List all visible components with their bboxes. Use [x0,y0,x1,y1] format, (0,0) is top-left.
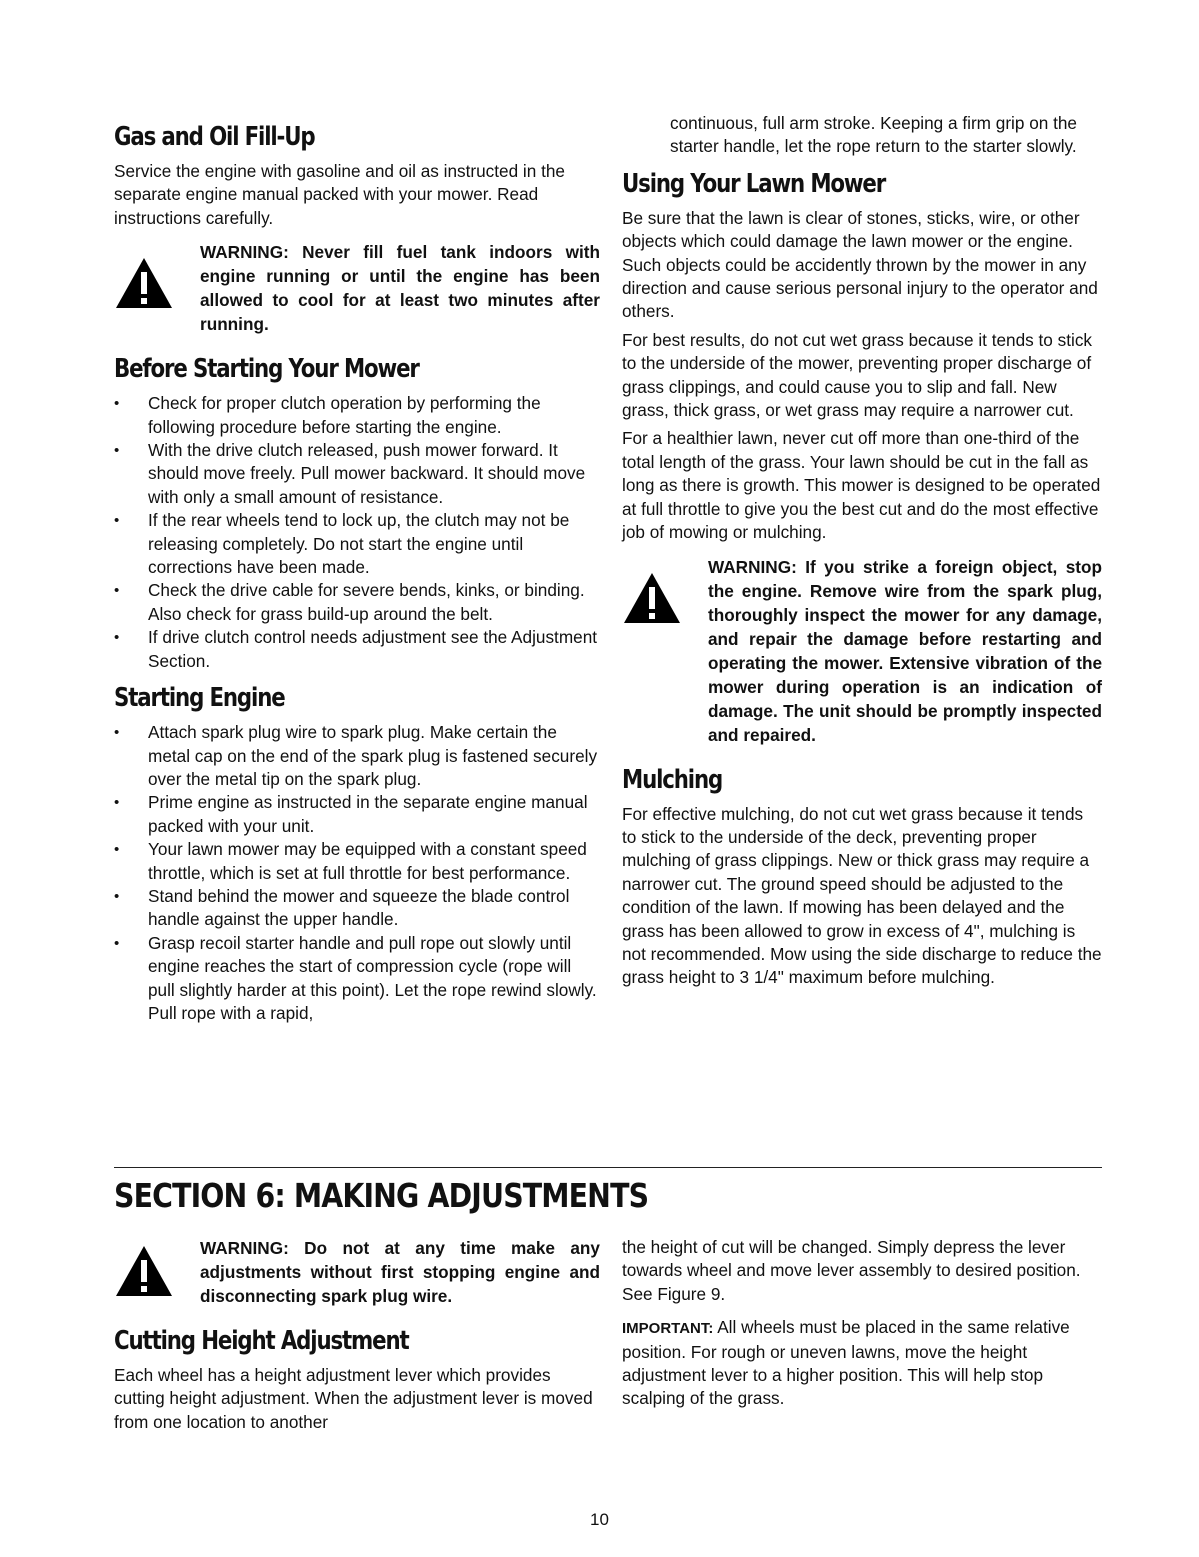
list-item: • Check the drive cable for severe bends, kinks, or binding. Also check for grass build-up around the belt. [114,579,600,626]
mulching-heading: Mulching [622,764,723,795]
using-paragraph-1: Be sure that the lawn is clear of stones, sticks, wire, or other objects which could damage the lawn mower or the engine. Such objects could be accidently thrown by the mower in any direction and cause serious personal injury to the operator and others. [622,207,1098,322]
section-divider [114,1167,1102,1168]
cutting-height-continued: the height of cut will be changed. Simply depress the lever towards wheel and move lever assembly to desired position. See Figure 9. [622,1237,1081,1304]
list-item: • With the drive clutch released, push mower forward. It should move freely. Pull mower backward. It should move with only a small amount of resistance. [114,439,600,509]
cutting-height-text: Each wheel has a height adjustment lever which provides cutting height adjustment. When the adjustment lever is moved from one location to another [114,1365,593,1432]
section6-left-column [114,1236,600,1439]
gas-oil-warning [114,240,600,336]
cutting-height-heading: Cutting Height Adjustment [114,1326,409,1356]
left-column [114,112,600,1031]
section-title: SECTION 6: MAKING ADJUSTMENTS [114,1176,649,1215]
gas-oil-warning-text: WARNING: Never fill fuel tank indoors with engine running or until the engine has been allowed to cool for at least two minutes after running. [200,242,600,335]
important-note [622,1316,1102,1411]
foreign-object-warning [622,555,1102,747]
adjustment-warning-text: WARNING: Do not at any time make any adjustments without first stopping engine and disconnecting spark plug wire. [200,1238,600,1306]
right-column [622,112,1102,995]
list-item: • Check for proper clutch operation by performing the following procedure before starting the engine. [114,392,600,439]
list-item: • If the rear wheels tend to lock up, the clutch may not be releasing completely. Do not start the engine until corrections have been made. [114,509,600,579]
warning-triangle-icon [622,571,682,625]
gas-oil-text: Service the engine with gasoline and oil as instructed in the separate engine manual packed with your mower. Read instructions carefully. [114,161,565,228]
list-item: • If drive clutch control needs adjustment see the Adjustment Section. [114,626,600,673]
list-item: • Your lawn mower may be equipped with a constant speed throttle, which is set at full throttle for best performance. [114,838,600,885]
mulching-text: For effective mulching, do not cut wet grass because it tends to stick to the underside of the deck, preventing proper mulching of grass clippings. New or thick grass may require a narrower cut. The ground speed should be adjusted to the condition of the lawn. If mowing has been delayed and the grass has been allowed to grow in excess of 4", mulching is not recommended. Mow using the side discharge to reduce the grass height to 3 1/4" maximum before mulching. [622,803,1102,988]
list-item: • Attach spark plug wire to spark plug. Make certain the metal cap on the end of the spark plug is fastened securely over the metal tip on the spark plug. [114,721,600,791]
continued-text: continuous, full arm stroke. Keeping a firm grip on the starter handle, let the rope return to the starter slowly. [670,113,1077,157]
list-item: • Stand behind the mower and squeeze the blade control handle against the upper handle. [114,885,600,932]
using-mower-heading: Using Your Lawn Mower [622,168,886,199]
warning-triangle-icon [114,256,174,310]
adjustment-warning [114,1236,600,1308]
starting-engine-heading: Starting Engine [114,683,285,714]
warning-triangle-icon [114,1244,174,1298]
before-starting-list [114,392,600,673]
starting-engine-list [114,721,600,1025]
section6-right-column [622,1236,1102,1416]
list-item: • Prime engine as instructed in the separate engine manual packed with your unit. [114,791,600,838]
important-text: All wheels must be placed in the same relative position. For rough or uneven lawns, move the height adjustment lever to a higher position. This will help stop scalping of the grass. [622,1317,1070,1409]
gas-oil-heading: Gas and Oil Fill-Up [114,122,315,152]
before-starting-heading: Before Starting Your Mower [114,354,419,385]
foreign-object-warning-text: WARNING: If you strike a foreign object, stop the engine. Remove wire from the spark plug, thoroughly inspect the mower for any damage, and repair the damage before restarting and operating the mower. Extensive vibration of the mower during operation is an indication of damage. The unit should be promptly inspected and repaired. [708,556,1102,745]
using-paragraph-2: For best results, do not cut wet grass because it tends to stick to the underside of the mower, preventing proper discharge of grass clippings, and could cause you to slip and fall. New grass, thick grass, or wet grass may require a narrower cut. [622,329,1093,421]
page-number: 10 [590,1510,609,1529]
list-item: • Grasp recoil starter handle and pull rope out slowly until engine reaches the start of compression cycle (rope will pull slightly harder at this point). Let the rope rewind slowly. Pull rope with a rapid, [114,932,600,1026]
important-label: IMPORTANT: [622,1320,714,1338]
using-paragraph-3: For a healthier lawn, never cut off more than one-third of the total length of the grass. Your lawn should be cut in the fall as long as there is growth. This mower is designed to be operated at full throttle to give you the best cut and do the most effective job of mowing or mulching. [622,428,1101,543]
